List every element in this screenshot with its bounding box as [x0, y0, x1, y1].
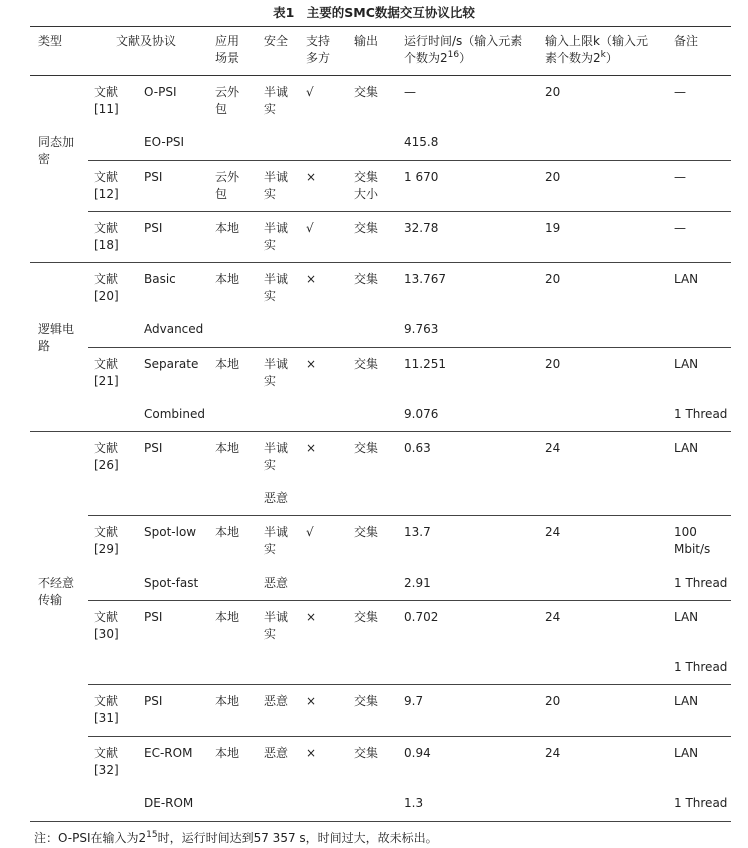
literature-ref: 文献 [18]	[94, 221, 119, 252]
multiparty-support: ×	[306, 610, 317, 624]
application-scene: 本地	[215, 221, 240, 235]
protocol-name: DE-ROM	[144, 796, 194, 810]
multiparty-support: √	[306, 221, 314, 235]
runtime-value: 32.78	[404, 221, 439, 235]
remark: LAN	[674, 746, 699, 760]
protocol-name: PSI	[144, 694, 163, 708]
security-model: 半诚 实	[264, 441, 289, 472]
table-caption: 表1 主要的SMC数据交互协议比较	[273, 5, 475, 20]
input-limit: 24	[545, 441, 561, 455]
table-top-rule	[30, 26, 731, 27]
group-label-logic-circuit: 逻辑电 路	[38, 322, 75, 353]
remark: LAN	[674, 357, 699, 371]
security-model: 半诚 实	[264, 85, 289, 116]
application-scene: 本地	[215, 357, 240, 371]
protocol-name: PSI	[144, 441, 163, 455]
security-model: 半诚 实	[264, 357, 289, 388]
literature-ref: 文献 [11]	[94, 85, 119, 116]
output-type: 交集	[354, 272, 379, 286]
runtime-value: 1.3	[404, 796, 424, 810]
application-scene: 本地	[215, 272, 240, 286]
group-label-homomorphic: 同态加 密	[38, 135, 75, 166]
header-output: 输出	[354, 34, 379, 48]
input-limit: 19	[545, 221, 561, 235]
runtime-value: 9.763	[404, 322, 439, 336]
application-scene: 本地	[215, 525, 240, 539]
output-type: 交集 大小	[354, 170, 379, 201]
security-model: 半诚 实	[264, 525, 289, 556]
row-rule	[88, 684, 731, 685]
header-literature: 文献及协议	[116, 34, 177, 48]
runtime-value: 0.63	[404, 441, 431, 455]
row-rule	[88, 600, 731, 601]
application-scene: 本地	[215, 441, 240, 455]
runtime-value: 11.251	[404, 357, 446, 371]
runtime-value: 9.7	[404, 694, 424, 708]
security-model: 半诚 实	[264, 170, 289, 201]
header-scene: 应用 场景	[215, 34, 240, 65]
input-limit: 24	[545, 746, 561, 760]
protocol-name: Combined	[144, 407, 205, 421]
output-type: 交集	[354, 525, 379, 539]
literature-ref: 文献 [12]	[94, 170, 119, 201]
protocol-name: Basic	[144, 272, 176, 286]
protocol-name: Spot-fast	[144, 576, 199, 590]
row-rule	[88, 515, 731, 516]
security-model: 半诚 实	[264, 221, 289, 252]
input-limit: 20	[545, 170, 561, 184]
table-footnote: 注：O-PSI在输入为$2^{15}$时，运行时间达到57 357 s，时间过大，故未标出。	[34, 830, 438, 845]
runtime-value: 1 670	[404, 170, 439, 184]
output-type: 交集	[354, 694, 379, 708]
remark: 1 Thread	[674, 796, 728, 810]
literature-ref: 文献 [32]	[94, 746, 119, 777]
input-limit: 20	[545, 694, 561, 708]
row-rule	[88, 211, 731, 212]
protocol-name: EC-ROM	[144, 746, 193, 760]
multiparty-support: ×	[306, 441, 317, 455]
input-limit: 20	[545, 357, 561, 371]
group-label-oblivious-transfer: 不经意 传输	[38, 576, 75, 607]
remark: —	[674, 85, 686, 99]
application-scene: 云外 包	[215, 170, 240, 201]
header-rule	[30, 75, 731, 76]
multiparty-support: ×	[306, 170, 317, 184]
security-model: 半诚 实	[264, 272, 289, 303]
application-scene: 本地	[215, 746, 240, 760]
remark: —	[674, 221, 686, 235]
output-type: 交集	[354, 221, 379, 235]
input-limit: 24	[545, 610, 561, 624]
output-type: 交集	[354, 357, 379, 371]
remark: LAN	[674, 441, 699, 455]
security-model: 恶意	[264, 576, 289, 590]
runtime-value: 0.702	[404, 610, 439, 624]
group-rule	[30, 431, 731, 432]
output-type: 交集	[354, 746, 379, 760]
runtime-value: —	[404, 85, 416, 99]
multiparty-support: √	[306, 525, 314, 539]
literature-ref: 文献 [20]	[94, 272, 119, 303]
table-bottom-rule	[30, 821, 731, 822]
literature-ref: 文献 [31]	[94, 694, 119, 725]
remark: 1 Thread	[674, 576, 728, 590]
input-limit: 24	[545, 525, 561, 539]
application-scene: 本地	[215, 610, 240, 624]
remark: LAN	[674, 610, 699, 624]
input-limit: 20	[545, 85, 561, 99]
literature-ref: 文献 [29]	[94, 525, 119, 556]
remark: —	[674, 170, 686, 184]
output-type: 交集	[354, 610, 379, 624]
protocol-name: Advanced	[144, 322, 204, 336]
header-security: 安全	[264, 34, 289, 48]
multiparty-support: ×	[306, 694, 317, 708]
protocol-name: PSI	[144, 610, 163, 624]
security-model: 恶意	[264, 491, 289, 505]
security-model: 半诚 实	[264, 610, 289, 641]
header-remark: 备注	[674, 34, 699, 48]
runtime-value: 9.076	[404, 407, 439, 421]
remark: 1 Thread	[674, 407, 728, 421]
runtime-value: 13.767	[404, 272, 446, 286]
row-rule	[88, 160, 731, 161]
application-scene: 云外 包	[215, 85, 240, 116]
literature-ref: 文献 [30]	[94, 610, 119, 641]
multiparty-support: ×	[306, 272, 317, 286]
row-rule	[88, 736, 731, 737]
application-scene: 本地	[215, 694, 240, 708]
security-model: 恶意	[264, 694, 289, 708]
output-type: 交集	[354, 85, 379, 99]
literature-ref: 文献 [21]	[94, 357, 119, 388]
remark: LAN	[674, 272, 699, 286]
header-type: 类型	[38, 34, 63, 48]
protocol-name: Spot-low	[144, 525, 197, 539]
protocol-name: PSI	[144, 170, 163, 184]
remark: 100 Mbit/s	[674, 525, 711, 556]
protocol-name: PSI	[144, 221, 163, 235]
header-runtime: 运行时间/s（输入元素 个数为$2^{16}$）	[404, 34, 523, 65]
header-multiparty: 支持 多方	[306, 34, 331, 65]
input-limit: 20	[545, 272, 561, 286]
protocol-name: Separate	[144, 357, 199, 371]
security-model: 恶意	[264, 746, 289, 760]
runtime-value: 13.7	[404, 525, 431, 539]
multiparty-support: ×	[306, 746, 317, 760]
runtime-value: 2.91	[404, 576, 431, 590]
group-rule	[30, 262, 731, 263]
multiparty-support: ×	[306, 357, 317, 371]
runtime-value: 415.8	[404, 135, 439, 149]
protocol-name: O-PSI	[144, 85, 177, 99]
remark: LAN	[674, 694, 699, 708]
remark: 1 Thread	[674, 660, 728, 674]
header-input-limit: 输入上限k（输入元 素个数为2$^k$）	[545, 34, 648, 65]
output-type: 交集	[354, 441, 379, 455]
protocol-name: EO-PSI	[144, 135, 185, 149]
runtime-value: 0.94	[404, 746, 431, 760]
multiparty-support: √	[306, 85, 314, 99]
row-rule	[88, 347, 731, 348]
literature-ref: 文献 [26]	[94, 441, 119, 472]
